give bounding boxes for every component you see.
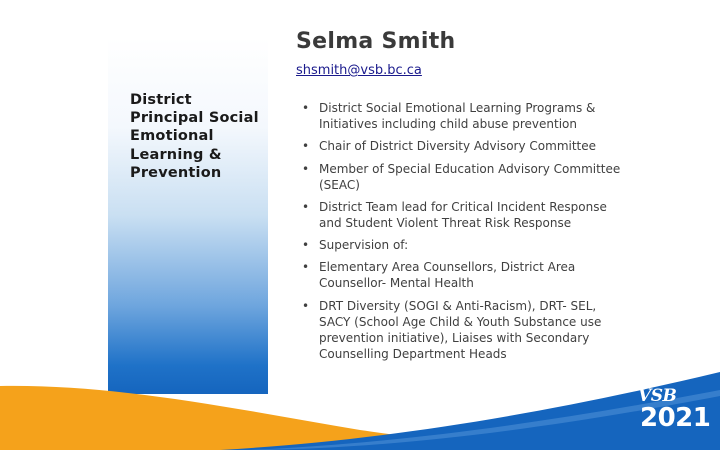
person-name: Selma Smith [296,29,456,54]
list-item: • Member of Special Education Advisory Committee (SEAC) [302,161,621,192]
bullet-icon: • [302,238,310,253]
footer-wave [0,330,720,450]
bullet-icon: • [302,101,310,115]
duties-list [302,100,622,368]
role-title: District Principal Social Emotional Learning & Prevention [130,92,259,181]
logo-mark: VSB [638,386,677,406]
list-item: • District Social Emotional Learning Programs & Initiatives including child abuse prevention [302,101,596,131]
list-item: • Elementary Area Counsellors, District Area Counsellor- Mental Health [302,260,576,291]
list-item: • DRT Diversity (SOGI & Anti-Racism), DRT- SEL, SACY (School Age Child & Youth Substance use prevention initiative), Liaises with Secondary Counselling Department Heads [302,298,602,361]
vsb-logo [636,386,712,440]
bullet-icon: • [302,199,310,214]
bullet-icon: • [302,260,310,275]
list-item: • Chair of District Diversity Advisory Committee [302,139,597,154]
bullet-icon: • [302,298,310,313]
list-item: • District Team lead for Critical Incident Response and Student Violent Threat Risk Response [302,199,607,230]
logo-year: 2021 [640,403,711,433]
email-link[interactable]: shsmith@vsb.bc.ca [296,63,422,78]
bullet-icon: • [302,161,310,176]
list-item: • Supervision of: [302,238,409,253]
bullet-icon: • [302,139,310,154]
